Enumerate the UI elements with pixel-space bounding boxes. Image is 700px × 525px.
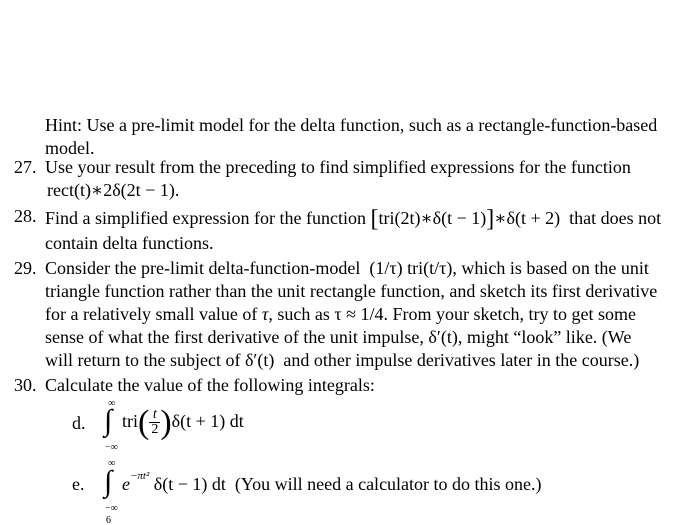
problem-number: 27. xyxy=(14,157,37,177)
part-f-partial xyxy=(72,514,272,525)
part-label: d. xyxy=(72,413,86,433)
calculator-note: (You will need a calculator to do this one.) xyxy=(234,474,542,494)
integral-upper-limit: ∞ xyxy=(108,458,116,469)
part-d xyxy=(72,398,472,458)
problem-27-line-2: rect(t)∗2δ(2t − 1). xyxy=(47,180,180,200)
integral-sign: ∫ xyxy=(104,465,113,498)
problem-29-line-3: for a relatively small value of τ, such as τ ≈ 1/4. From your sketch, try to get some xyxy=(45,304,636,324)
problem-29-line-2: triangle function rather than the unit rectangle function, and sketch its first derivative xyxy=(45,281,658,301)
hint-line-1: Hint: Use a pre-limit model for the delta function, such as a rectangle-function-based xyxy=(45,115,658,135)
integral-upper-limit: 6 xyxy=(106,515,111,525)
integral-sign: ∫ xyxy=(104,404,113,437)
integral-lower-limit: −∞ xyxy=(105,442,118,453)
problem-number: 28. xyxy=(14,206,37,226)
problem-30-line-1: Calculate the value of the following integrals: xyxy=(45,375,375,395)
problem-number: 30. xyxy=(14,375,37,395)
problem-29-line-4: sense of what the first derivative of the unit impulse, δ′(t), might “look” like. (We xyxy=(45,327,632,347)
problem-28-line-2: contain delta functions. xyxy=(45,233,214,253)
problem-28-expression: tri(2t)∗δ(t − 1) xyxy=(378,208,487,228)
part-label: e. xyxy=(72,474,85,494)
integral-lower-limit: −∞ xyxy=(105,503,118,514)
problem-29-line-1: Consider the pre-limit delta-function-model (1/τ) tri(t/τ), which is based on the unit xyxy=(45,258,649,278)
hint-paragraph xyxy=(45,114,695,160)
problem-27-line-1: Use your result from the preceding to find simplified expressions for the function xyxy=(45,157,631,177)
problem-number: 29. xyxy=(14,258,37,278)
problem-27-expression: rect(t)∗2δ(2t − 1) xyxy=(47,180,175,200)
integrand: tri( $\frac{t}{2}$ )δ(t + 1) dt xyxy=(122,404,244,441)
hint-line-2: model. xyxy=(45,138,95,158)
problem-28-line-1: Find a simplified expression for the function [tri(2t)∗δ(t − 1)]∗δ(t + 2) that does not xyxy=(45,206,662,232)
integral-upper-limit: ∞ xyxy=(108,398,116,409)
part-e xyxy=(72,458,672,518)
problem-29-line-5: will return to the subject of δ′(t) and other impulse derivatives later in the course.) xyxy=(45,350,640,370)
integrand: $e^{-\pi t^2}$ δ(t − 1) dt (You will need a calculator to do this one.) xyxy=(122,470,542,494)
